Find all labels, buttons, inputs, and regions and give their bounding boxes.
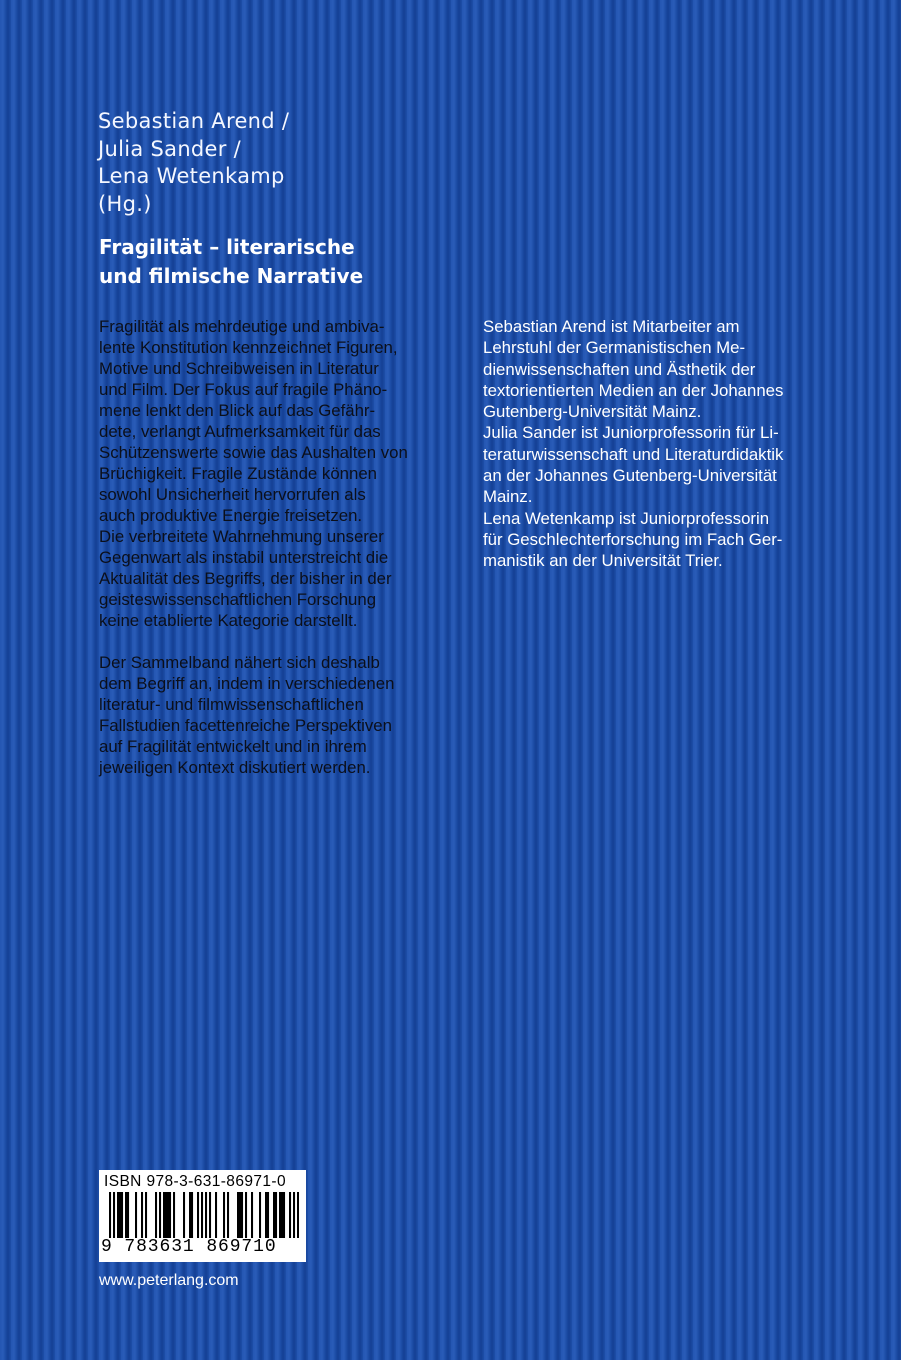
barcode-bar bbox=[275, 1192, 277, 1238]
barcode-bar bbox=[241, 1192, 243, 1238]
blurb-text bbox=[99, 316, 459, 778]
blurb-line: Schützenswerte sowie das Aushalten von bbox=[99, 443, 408, 462]
title-line: Fragilität – literarische bbox=[99, 235, 355, 259]
blurb-line: Fallstudien facettenreiche Perspektiven bbox=[99, 716, 392, 735]
barcode-bar bbox=[289, 1192, 291, 1238]
blurb-line: auch produktive Energie freisetzen. bbox=[99, 506, 363, 525]
barcode-bar bbox=[215, 1192, 217, 1238]
blurb-line: und Film. Der Fokus auf fragile Phäno- bbox=[99, 380, 388, 399]
barcode-bar bbox=[165, 1192, 167, 1238]
blurb-line: auf Fragilität entwickelt und in ihrem bbox=[99, 737, 367, 756]
isbn-label: ISBN 978-3-631-86971-0 bbox=[104, 1173, 286, 1190]
barcode-bar bbox=[173, 1192, 175, 1238]
barcode-bar bbox=[135, 1192, 137, 1238]
barcode-bar bbox=[279, 1192, 281, 1238]
barcode-bar bbox=[145, 1192, 147, 1238]
bio-line: für Geschlechterforschung im Fach Ger- bbox=[483, 529, 783, 549]
barcode-bar bbox=[297, 1192, 299, 1238]
bio-line: Sebastian Arend ist Mitarbeiter am bbox=[483, 317, 740, 336]
barcode-bar bbox=[109, 1192, 111, 1238]
barcode-bar bbox=[119, 1192, 121, 1238]
barcode-bar bbox=[201, 1192, 203, 1238]
blurb-line: dete, verlangt Aufmerksamkeit für das bbox=[99, 422, 381, 441]
barcode-bar bbox=[169, 1192, 171, 1238]
barcode-bar bbox=[245, 1192, 247, 1238]
blurb-line: dem Begriff an, indem in verschiedenen bbox=[99, 674, 395, 693]
barcode-bar bbox=[251, 1192, 253, 1238]
paragraph-spacer bbox=[99, 631, 459, 652]
blurb-line: Gegenwart als instabil unterstreicht die bbox=[99, 548, 389, 567]
bio-line: an der Johannes Gutenberg-Universität bbox=[483, 466, 777, 486]
barcode-bar bbox=[167, 1192, 169, 1238]
blurb-line: Aktualität des Begriffs, der bisher in der bbox=[99, 569, 392, 588]
barcode-bar bbox=[183, 1192, 185, 1238]
blurb-line: Der Sammelband nähert sich deshalb bbox=[99, 653, 380, 672]
barcode-bar bbox=[281, 1192, 283, 1238]
barcode-bar bbox=[117, 1192, 119, 1238]
editors-block bbox=[98, 108, 289, 218]
blurb-line: Motive und Schreibweisen in Literatur bbox=[99, 359, 379, 378]
blurb-line: Fragilität als mehrdeutige und ambiva- bbox=[99, 317, 385, 336]
bio-line: manistik an der Universität Trier. bbox=[483, 551, 723, 571]
blurb-line: keine etablierte Kategorie darstellt. bbox=[99, 611, 358, 630]
bio-line: Mainz. bbox=[483, 487, 533, 507]
editors-bio bbox=[483, 316, 843, 572]
blurb-line: Brüchigkeit. Fragile Zustände können bbox=[99, 464, 377, 483]
barcode-bar bbox=[223, 1192, 225, 1238]
barcode-bar bbox=[141, 1192, 143, 1238]
barcode-bar bbox=[121, 1192, 123, 1238]
barcode-bar bbox=[273, 1192, 275, 1238]
title-line: und filmische Narrative bbox=[99, 264, 364, 288]
barcode-bar bbox=[189, 1192, 191, 1238]
barcode-bars bbox=[109, 1192, 299, 1238]
book-title bbox=[99, 233, 363, 291]
barcode-digits: 9 783631 869710 bbox=[101, 1237, 277, 1257]
barcode-bar bbox=[197, 1192, 199, 1238]
blurb-line: geisteswissenschaftlichen Forschung bbox=[99, 590, 377, 609]
barcode-bar bbox=[267, 1192, 269, 1238]
barcode-bar bbox=[205, 1192, 207, 1238]
barcode-bar bbox=[209, 1192, 211, 1238]
barcode-bar bbox=[239, 1192, 241, 1238]
barcode-bar bbox=[293, 1192, 295, 1238]
barcode-bar bbox=[259, 1192, 261, 1238]
barcode-bar bbox=[163, 1192, 165, 1238]
blurb-line: Die verbreitete Wahrnehmung unserer bbox=[99, 527, 384, 546]
barcode-bar bbox=[127, 1192, 129, 1238]
blurb-line: sowohl Unsicherheit hervorrufen als bbox=[99, 485, 366, 504]
barcode-bar bbox=[237, 1192, 239, 1238]
publisher-website: www.peterlang.com bbox=[99, 1272, 239, 1289]
barcode-bar bbox=[125, 1192, 127, 1238]
editor-name: Sebastian Arend / bbox=[98, 109, 290, 133]
bio-line: dienwissenschaften und Ästhetik der bbox=[483, 359, 756, 379]
barcode-bar bbox=[227, 1192, 229, 1238]
barcode-bar bbox=[155, 1192, 157, 1238]
barcode-bar bbox=[191, 1192, 193, 1238]
blurb-line: mene lenkt den Blick auf das Gefähr- bbox=[99, 401, 376, 420]
bio-line: Lehrstuhl der Germanistischen Me- bbox=[483, 338, 746, 358]
barcode-bar bbox=[113, 1192, 115, 1238]
blurb-line: literatur- und filmwissenschaftlichen bbox=[99, 695, 364, 714]
bio-line: Gutenberg-Universität Mainz. bbox=[483, 402, 702, 422]
barcode-bar bbox=[283, 1192, 285, 1238]
bio-line: textorientierten Medien an der Johannes bbox=[483, 380, 784, 400]
editor-name: Lena Wetenkamp bbox=[98, 164, 285, 188]
editor-role: (Hg.) bbox=[98, 191, 152, 216]
bio-line: teraturwissenschaft und Literaturdidaktik bbox=[483, 444, 784, 464]
isbn-barcode bbox=[99, 1170, 306, 1262]
blurb-line: lente Konstitution kennzeichnet Figuren, bbox=[99, 338, 398, 357]
barcode-bar bbox=[159, 1192, 161, 1238]
editor-name: Julia Sander / bbox=[98, 136, 242, 161]
blurb-line: jeweiligen Kontext diskutiert werden. bbox=[99, 758, 371, 777]
bio-line: Lena Wetenkamp ist Juniorprofessorin bbox=[483, 508, 770, 528]
bio-line: Julia Sander ist Juniorprofessorin für Li- bbox=[483, 423, 779, 443]
barcode-bar bbox=[265, 1192, 267, 1238]
